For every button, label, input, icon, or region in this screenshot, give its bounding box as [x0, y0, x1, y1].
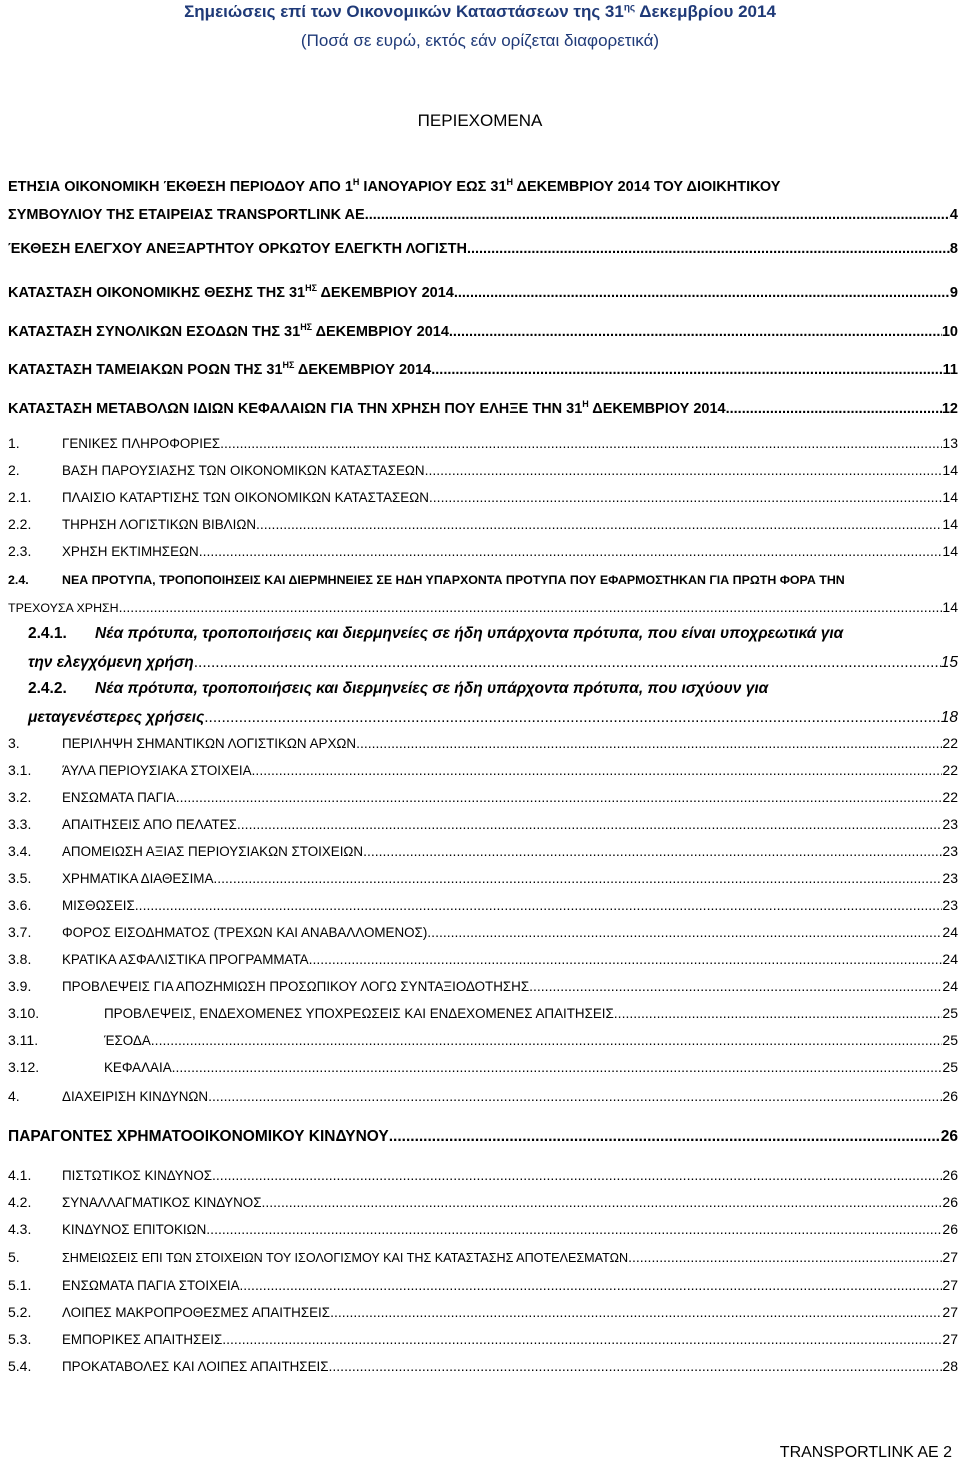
toc-entry[interactable]: 4. ΔΙΑΧΕΙΡΙΣΗ ΚΙΝΔΥΝΩΝ ..... 26: [8, 1088, 958, 1105]
toc-title: ΠΕΡΙΕΧΟΜΕΝΑ: [417, 111, 543, 130]
page-title: Σημειώσεις επί των Οικονομικών Καταστάσεων της $31^{\eta\varsigma}$ Δεκεμβρίου 2014: [184, 2, 776, 21]
toc-entry[interactable]: 5.4. ΠΡΟΚΑΤΑΒΟΛΕΣ ΚΑΙ ΛΟΙΠΕΣ ΑΠΑΙΤΗΣΕΙΣ ..... 28: [8, 1358, 958, 1375]
toc-entry[interactable]: 5.3. ΕΜΠΟΡΙΚΕΣ ΑΠΑΙΤΗΣΕΙΣ ..... 27: [8, 1331, 958, 1348]
toc-entry[interactable]: 3.7. ΦΟΡΟΣ ΕΙΣΟΔΗΜΑΤΟΣ (ΤΡΕΧΩΝ ΚΑΙ ΑΝΑΒΑΛΛΟΜΕΝΟΣ) ..... 24: [8, 924, 958, 941]
toc-entry[interactable]: ΚΑΤΑΣΤΑΣΗ ΤΑΜΕΙΑΚΩΝ ΡΟΩΝ ΤΗΣ $31^{H\Sigma}$ ΔΕΚΕΜΒΡΙΟΥ 2014 ..... 11: [8, 357, 958, 379]
toc-entry[interactable]: 3.11. ΈΣΟΔΑ ..... 25: [8, 1032, 958, 1049]
toc-entry[interactable]: 2.2. ΤΗΡΗΣΗ ΛΟΓΙΣΤΙΚΩΝ ΒΙΒΛΙΩΝ ..... 14: [8, 516, 958, 533]
toc-entry[interactable]: ΈΚΘΕΣΗ ΕΛΕΓΧΟΥ ΑΝΕΞΑΡΤΗΤΟΥ ΟΡΚΩΤΟΥ ΕΛΕΓΚΤΗ ΛΟΓΙΣΤΗ ..... 8: [8, 241, 958, 258]
toc-entry[interactable]: ΕΤΗΣΙΑ ΟΙΚΟΝΟΜΙΚΗ ΈΚΘΕΣΗ ΠΕΡΙΟΔΟΥ ΑΠΟ $1^H$ ΙΑΝΟΥΑΡΙΟΥ ΕΩΣ $31^H$ ΔΕΚΕΜΒΡΙΟΥ 2014 ΤΟΥ ΔΙΟΙΚΗΤΙΚΟΥ ΣΥΜΒΟΥΛΙΟΥ ΤΗΣ ΕΤΑΙΡΕΙΑΣ TRANSPORTLINK AE ..... 4: [8, 174, 958, 224]
toc-entry[interactable]: 3.2. ΕΝΣΩΜΑΤΑ ΠΑΓΙΑ ..... 22: [8, 789, 958, 806]
toc-entry[interactable]: ΠΑΡΑΓΟΝΤΕΣ ΧΡΗΜΑΤΟΟΙΚΟΝΟΜΙΚΟΥ ΚΙΝΔΥΝΟΥ ..... 26: [8, 1128, 958, 1145]
toc-entry[interactable]: ΚΑΤΑΣΤΑΣΗ ΜΕΤΑΒΟΛΩΝ ΙΔΙΩΝ ΚΕΦΑΛΑΙΩΝ ΓΙΑ ΤΗΝ ΧΡΗΣΗ ΠΟΥ ΕΛΗΞΕ ΤΗΝ $31^H$ ΔΕΚΕΜΒΡΙΟΥ 2014 ..... 12: [8, 396, 958, 418]
toc-entry[interactable]: 4.2. ΣΥΝΑΛΛΑΓΜΑΤΙΚΟΣ ΚΙΝΔΥΝΟΣ ..... 26: [8, 1194, 958, 1211]
toc-entry[interactable]: 3.8. ΚΡΑΤΙΚΑ ΑΣΦΑΛΙΣΤΙΚΑ ΠΡΟΓΡΑΜΜΑΤΑ ..... 24: [8, 951, 958, 968]
toc-entry[interactable]: 3.3. ΑΠΑΙΤΗΣΕΙΣ ΑΠΟ ΠΕΛΑΤΕΣ ..... 23: [8, 816, 958, 833]
toc-entry[interactable]: 3.4. ΑΠΟΜΕΙΩΣΗ ΑΞΙΑΣ ΠΕΡΙΟΥΣΙΑΚΩΝ ΣΤΟΙΧΕΙΩΝ ..... 23: [8, 843, 958, 860]
toc-entry[interactable]: 3.1. ΆΥΛΑ ΠΕΡΙΟΥΣΙΑΚΑ ΣΤΟΙΧΕΙΑ ..... 22: [8, 762, 958, 779]
toc-entry[interactable]: 3.6. ΜΙΣΘΩΣΕΙΣ ..... 23: [8, 897, 958, 914]
toc-entry[interactable]: ΚΑΤΑΣΤΑΣΗ ΣΥΝΟΛΙΚΩΝ ΕΣΟΔΩΝ ΤΗΣ $31^{H\Sigma}$ ΔΕΚΕΜΒΡΙΟΥ 2014 ..... 10: [8, 319, 958, 341]
toc-entry[interactable]: 5.1. ΕΝΣΩΜΑΤΑ ΠΑΓΙΑ ΣΤΟΙΧΕΙΑ. ..... 27: [8, 1277, 958, 1294]
toc-entry[interactable]: 3.10. ΠΡΟΒΛΕΨΕΙΣ, ΕΝΔΕΧΟΜΕΝΕΣ ΥΠΟΧΡΕΩΣΕΙΣ ΚΑΙ ΕΝΔΕΧΟΜΕΝΕΣ ΑΠΑΙΤΗΣΕΙΣ ..... 25: [8, 1005, 958, 1022]
toc-entry[interactable]: 2.4.1. Νέα πρότυπα, τροποποιήσεις και διερμηνείες σε ήδη υπάρχοντα πρότυπα, που είναι υποχρεωτικά για την ελεγχόμενη χρήση ..... 15: [28, 619, 958, 677]
toc-entry[interactable]: 2. ΒΑΣΗ ΠΑΡΟΥΣΙΑΣΗΣ ΤΩΝ ΟΙΚΟΝΟΜΙΚΩΝ ΚΑΤΑΣΤΑΣΕΩΝ ..... 14: [8, 462, 958, 479]
toc-entry[interactable]: 3. ΠΕΡΙΛΗΨΗ ΣΗΜΑΝΤΙΚΩΝ ΛΟΓΙΣΤΙΚΩΝ ΑΡΧΩΝ ..... 22: [8, 735, 958, 752]
page-subtitle: (Ποσά σε ευρώ, εκτός εάν ορίζεται διαφορετικά): [300, 31, 660, 50]
toc-entry[interactable]: 2.4. ΝΕΑ ΠΡΟΤΥΠΑ, ΤΡΟΠΟΠΟΙΗΣΕΙΣ ΚΑΙ ΔΙΕΡΜΗΝΕΙΕΣ ΣΕ ΗΔΗ ΥΠΑΡΧΟΝΤΑ ΠΡΟΤΥΠΑ ΠΟΥ ΕΦΑΡΜΟΣΤΗΚΑΝ ΓΙΑ ΠΡΩΤΗ ΦΟΡΑ ΤΗΝ ΤΡΕΧΟΥΣΑ ΧΡΗΣΗ ..... 14: [8, 572, 958, 617]
toc-entry[interactable]: 2.1. ΠΛΑΙΣΙΟ ΚΑΤΑΡΤΙΣΗΣ ΤΩΝ ΟΙΚΟΝΟΜΙΚΩΝ ΚΑΤΑΣΤΑΣΕΩΝ ..... 14: [8, 489, 958, 506]
toc-entry[interactable]: ΚΑΤΑΣΤΑΣΗ ΟΙΚΟΝΟΜΙΚΗΣ ΘΕΣΗΣ ΤΗΣ $31^{H\Sigma}$ ΔΕΚΕΜΒΡΙΟΥ 2014 ..... 9: [8, 280, 958, 302]
toc-entry[interactable]: 3.9. ΠΡΟΒΛΕΨΕΙΣ ΓΙΑ ΑΠΟΖΗΜΙΩΣΗ ΠΡΟΣΩΠΙΚΟΥ ΛΟΓΩ ΣΥΝΤΑΞΙΟΔΟΤΗΣΗΣ ..... 24: [8, 978, 958, 995]
toc-entry[interactable]: 5.2. ΛΟΙΠΕΣ ΜΑΚΡΟΠΡΟΘΕΣΜΕΣ ΑΠΑΙΤΗΣΕΙΣ ..... 27: [8, 1304, 958, 1321]
toc-entry[interactable]: 4.1. ΠΙΣΤΩΤΙΚΟΣ ΚΙΝΔΥΝΟΣ ..... 26: [8, 1167, 958, 1184]
toc-entry[interactable]: 5. ΣΗΜΕΙΩΣΕΙΣ ΕΠΙ ΤΩΝ ΣΤΟΙΧΕΙΩΝ ΤΟΥ ΙΣΟΛΟΓΙΣΜΟΥ ΚΑΙ ΤΗΣ ΚΑΤΑΣΤΑΣΗΣ ΑΠΟΤΕΛΕΣΜΑΤΩΝ ..... 27: [8, 1249, 958, 1267]
toc-entry[interactable]: 2.3. ΧΡΗΣΗ ΕΚΤΙΜΗΣΕΩΝ ..... 14: [8, 543, 958, 560]
toc-entry[interactable]: 2.4.2. Νέα πρότυπα, τροποποιήσεις και διερμηνείες σε ήδη υπάρχοντα πρότυπα, που ισχύουν για μεταγενέστερες χρήσεις ..... 18: [28, 674, 958, 732]
toc-entry[interactable]: 3.5. ΧΡΗΜΑΤΙΚΑ ΔΙΑΘΕΣΙΜΑ ..... 23: [8, 870, 958, 887]
page-footer: TRANSPORTLINK AE 2: [779, 1444, 952, 1461]
toc-entry[interactable]: 4.3. ΚΙΝΔΥΝΟΣ ΕΠΙΤΟΚΙΩΝ ..... 26: [8, 1221, 958, 1238]
toc-entry[interactable]: 3.12. ΚΕΦΑΛΑΙΑ ..... 25: [8, 1059, 958, 1076]
toc-entry[interactable]: 1. ΓΕΝΙΚΕΣ ΠΛΗΡΟΦΟΡΙΕΣ ..... 13: [8, 435, 958, 452]
